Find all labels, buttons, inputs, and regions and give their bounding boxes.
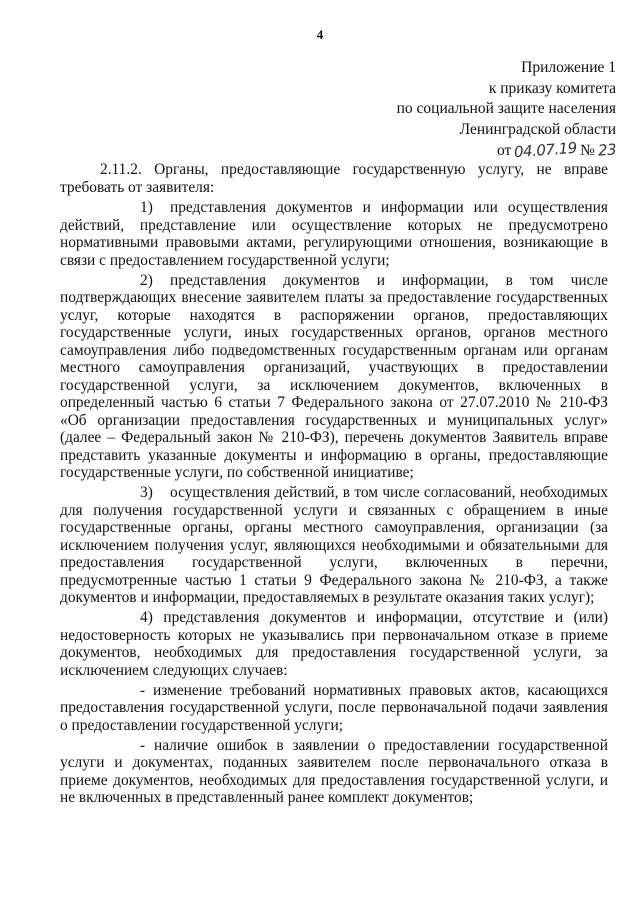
number-sign: № (580, 142, 595, 159)
list-item-text: представления документов и информации или осуществления действий, представление или осуществление которых не предусмотрено нормативными правовыми актами, регулирующими отношения, возникающие в связи с предоставлением государственной услуги; (60, 199, 608, 269)
appendix-order-ref: к приказу комитета (488, 79, 616, 97)
list-item (60, 484, 608, 607)
appendix-date-line (356, 140, 616, 162)
list-item (60, 272, 608, 482)
list-item-number: 1) (140, 199, 153, 216)
list-item-text: представления документов и информации, отсутствие и (или) недостоверность которых не указывались при первоначальном отказе в приеме документов, необходимых для предоставления государственной услуги, за исключением следующих случаев: (60, 609, 608, 679)
case-text: наличие ошибок в заявлении о предоставлении государственной услуги и документах, поданных заявителем после первоначального отказа в приеме документов, необходимых для предоставления государственной услуги, и не включенных в представленный ранее комплект документов; (60, 736, 608, 806)
list-item-number: 3) (140, 484, 153, 501)
appendix-region: Ленинградской области (459, 120, 616, 138)
list-item (60, 199, 608, 269)
appendix-title: Приложение 1 (521, 59, 616, 76)
case-item (60, 682, 608, 735)
list-item (60, 609, 608, 679)
clause-intro: 2.11.2. Органы, предоставляющие государственную услугу, не вправе требовать от заявителя: (60, 161, 608, 196)
handwritten-number: 23 (597, 140, 617, 160)
case-item (60, 737, 608, 807)
list-item-number: 2) (140, 271, 153, 289)
list-item-text: представления документов и информации, в том числе подтверждающих внесение заявителем платы за предоставление государственных услуг, которые находятся в распоряжении органов, предоставляющих государственные услуги, иных государственных органов, органов местного самоуправления либо подведомственных государственным органам или органам местного самоуправления организаций, участвующих в предоставлении государственной услуги, за исключением документов, включенных в определенный частью 6 статьи 7 Федерального закона от 27.07.2010 № 210-ФЗ «Об организации предоставления государственных и муниципальных услуг» (далее – Федеральный закон № 210-ФЗ), перечень документов Заявитель вправе представить указанные документы и информацию в органы, предоставляющие государственные услуги, по собственной инициативе; (60, 271, 608, 481)
date-prefix: от (496, 142, 512, 159)
handwritten-date: 04.07.19 (513, 138, 578, 162)
case-dash: - (140, 681, 146, 699)
case-dash: - (140, 736, 146, 754)
page-number: 4 (316, 27, 324, 42)
case-text: изменение требований нормативных правовых актов, касающихся предоставления государственной услуги, после первоначальной подачи заявления о предоставлении государственной услуги; (60, 681, 608, 734)
appendix-committee: по социальной защите населения (396, 100, 616, 117)
list-item-number: 4) (140, 609, 153, 626)
appendix-header (356, 58, 616, 162)
list-item-text: осуществления действий, в том числе согласований, необходимых для получения государственной услуги и связанных с обращением в иные государственные органы, органы местного самоуправления, организации (за исключением получения услуг, являющихся необходимыми и обязательными для предоставления государственной услуги, включенных в перечни, предусмотренные частью 1 статьи 9 Федерального закона № 210-ФЗ, а также документов и информации, предоставляемых в результате оказания таких услуг); (60, 484, 608, 606)
document-body (60, 161, 608, 809)
